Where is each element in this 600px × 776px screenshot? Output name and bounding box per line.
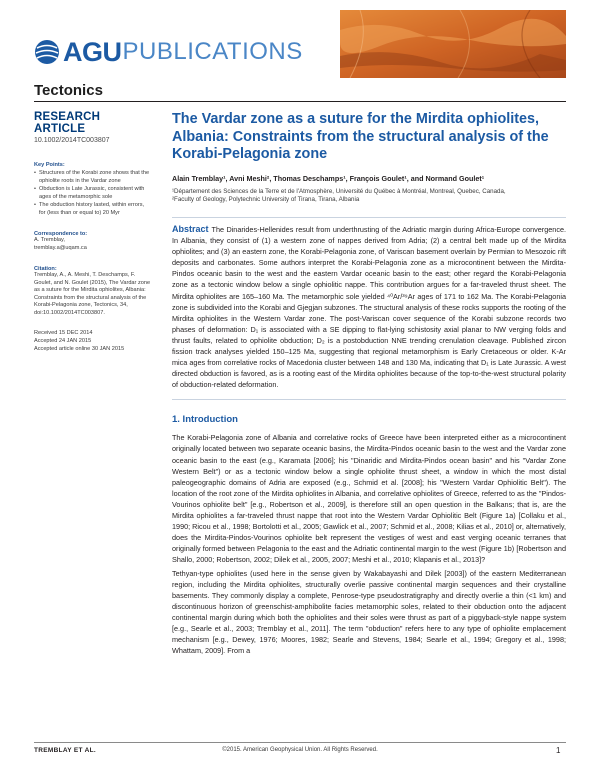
agu-publications-logo bbox=[34, 37, 303, 67]
article-title: The Vardar zone as a suture for the Mirdita ophiolites, Albania: Constraints from the structural analysis of the Korabi-Pelagonia zone bbox=[172, 111, 549, 163]
list-item: • Obduction is Late Jurassic, consistent with ages of the metamorphic sole bbox=[34, 186, 152, 201]
footer-copyright: ©2015. American Geophysical Union. All Rights Reserved. bbox=[222, 747, 378, 753]
article-dates bbox=[34, 329, 152, 353]
section-heading-introduction: 1. Introduction bbox=[172, 414, 238, 426]
article-main bbox=[172, 111, 566, 658]
citation-text: Tremblay, A., A. Meshi, T. Deschamps, F. Goulet, and N. Goulet (2015), The Vardar zone as a suture for the Mirdita ophiolites, Albania: Constraints from the structural analysis of the Korabi-Pelagonia zone, Tectonics, 34, doi:10.1002/2014TC003807. bbox=[34, 272, 151, 316]
paragraph: The Korabi-Pelagonia zone of Albania and correlative rocks of Greece have been interpreted either as a microcontinent originally located between two separate oceanic basins, the Mirdita-Pindos oceanic basin to the west and the Vardar zone oceanic basin to the east (e.g., Karamata [2006]; his "Dinaridic and Mirdita-Pindos ocean basin" and his "Vardar Zone Western Belt") or as a tectonic window below a single ophiolite thrust sheet, a window in which the most distal paleogeographic domains of Adria are exposed (e.g., Schmid et al. [2008]; his "Western Vardar Ophiolitic Belt"). The location of the root zone of the Mirdita ophiolites in Albania, and correlative ophiolites of Greece, referred to as the "Pindos-Vourinos ophiolite belt" [e.g., Robertson et al., 2009], is therefore still an open question in the Balkans; that is, are the Mirdita ophiolites a far-traveled thrust nappe that root into the Western Vardar Ophiolitic Belt (Figure 1a) [Collaku et al., 1990; Ricou et al., 1998; Bortolotti et al., 2005; Gawlick et al., 2007; Schmid et al., 2008; Kilias et al., 2010] or, alternatively, does the Mirdita-Pindos-Vourinos ophiolite belt represent the vestiges of west and east verging oceanic terranes that originally formed between Pelagonia to the east and the Adriatic continental margin to the west (Figure 1b) [Robertson and Shallo, 2000; Robertson, 2002; Dilek et al., 2005, 2007; Meshi et al., 2010; Klapanis et al., 2013]? bbox=[172, 433, 567, 565]
affiliations bbox=[172, 188, 566, 205]
abstract-heading: Abstract bbox=[172, 223, 209, 234]
sidebar bbox=[34, 111, 152, 353]
affiliation-2: ²Faculty of Geology, Polytechnic University of Tirana, Tirana, Albania bbox=[172, 196, 360, 204]
list-item: • Structures of the Korabi zone shows that the ophiolite roots in the Vardar zone bbox=[34, 170, 152, 185]
received-date: Received 15 DEC 2014 bbox=[34, 330, 93, 336]
abstract bbox=[172, 217, 566, 400]
globe-icon bbox=[34, 39, 60, 65]
introduction-body bbox=[172, 432, 566, 656]
abstract-text: The Dinarides-Hellenides result from underthrusting of the Adriatic margin during Africa-Europe convergence. In Albania, they consist of (1) a western zone of nappes derived from Adria; (2) a central belt made up of the Mirdita ophiolites; and (3) an eastern zone, the Korabi-Pelagonia zone, of Variscan basement overlain by Permian to Mesozoic rift deposits and carbonates. Some authors interpret the Korabi-Pelagonia zone as a microcontinent between the Mirdita-Pindos oceanic basin to the west and the eastern Vardar oceanic basin to the east; other regard the Korabi-Pelagonia zone as a tectonic window below a single ophiolitic nappe. This contribution argues for a far-traveled thrust sheet. The Mirdita ophiolites are 165–160 Ma. The metamorphic sole yielded ⁴⁰Ar/³⁹Ar ages of 171 to 162 Ma. The Korabi-Pelagonia zone is subdivided into the Korabi and Gjegjan subzones. The structural analysis of these rocks supports the rooting of the Mirdita ophiolites in the Western Vardar zone. The post-Variscan cover sequence of the Korabi subzone records two phases of deformation: D₁ is associated with a SE dipping to flat-lying schistosity axial planar to NW verging folds and thrust faults, related to ophiolite obduction; D₂ is a postobduction NNE trending crenulation cleavage. Published zircon fission track analyses yielded 150–125 Ma, suggesting that regional metamorphism is Early Cretaceous or older. K-Ar mica ages from correlative rocks of Macedonia cluster between 148 and 130 Ma, indicating that D₁ is Late Jurassic. A west directed obduction is favored, as is a rooting east of the Mirdita ophiolites because of the top-to-the-west structural polarity of obduction-related deformation. bbox=[172, 224, 566, 390]
header-banner-image bbox=[340, 10, 566, 78]
paragraph: Tethyan-type ophiolites (used here in the sense given by Wakabayashi and Dilek [2003]) of the eastern Mediterranean region, including the Mirdita ophiolites, structurally overlie passive continental margin sequences and their crystalline basements. They commonly display a complete, Penrose-type pseudostratigraphy and directly overlie a thin (<1 km) and discontinuous horizon of greenschist-amphibolite facies metamorphic soles, related to their obduction onto the adjacent continental margin during which both the ophiolites and their soles were thrust as part of a piggyback-style nappe system [e.g., Searle et al., 2003; Tremblay et al., 2011]. The term "obduction" refers here to any type of ophiolite emplacement mechanism [e.g., Dewey, 1976; Moores, 1982; Searle and Stevens, 1984; Searle et al., 1994; Gregory et al., 1998; Whattam, 2009]. From a bbox=[172, 568, 566, 656]
header-divider bbox=[34, 101, 566, 102]
logo-agu-text: AGU bbox=[63, 37, 122, 67]
correspondence-heading: Correspondence to: bbox=[34, 231, 88, 237]
article-doi[interactable]: 10.1002/2014TC003807 bbox=[34, 137, 110, 144]
page-number: 1 bbox=[556, 746, 561, 755]
journal-title: Tectonics bbox=[34, 82, 103, 99]
footer-running-head: TREMBLAY ET AL. bbox=[34, 747, 97, 754]
correspondence-email[interactable]: tremblay.a@uqam.ca bbox=[34, 244, 87, 251]
affiliation-1: ¹Département des Sciences de la Terre et de l'Atmosphère, Université du Québec à Montréal, Montreal, Quebec, Canada, bbox=[172, 187, 506, 195]
key-points-heading: Key Points: bbox=[34, 162, 65, 168]
key-points-list bbox=[34, 170, 152, 217]
footer-divider bbox=[34, 742, 566, 743]
logo-publications-text: PUBLICATIONS bbox=[122, 38, 303, 65]
citation-heading: Citation: bbox=[34, 266, 57, 272]
online-date: Accepted article online 30 JAN 2015 bbox=[34, 346, 125, 352]
author-list: Alain Tremblay¹, Avni Meshi², Thomas Deschamps¹, François Goulet¹, and Normand Goulet¹ bbox=[172, 173, 485, 183]
article-type: RESEARCH ARTICLE bbox=[34, 111, 101, 135]
accepted-date: Accepted 24 JAN 2015 bbox=[34, 338, 92, 344]
correspondence-name: A. Tremblay, bbox=[34, 237, 65, 243]
list-item: • The obduction history lasted, within errors, for (less than or equal to) 20 Myr bbox=[34, 202, 152, 217]
